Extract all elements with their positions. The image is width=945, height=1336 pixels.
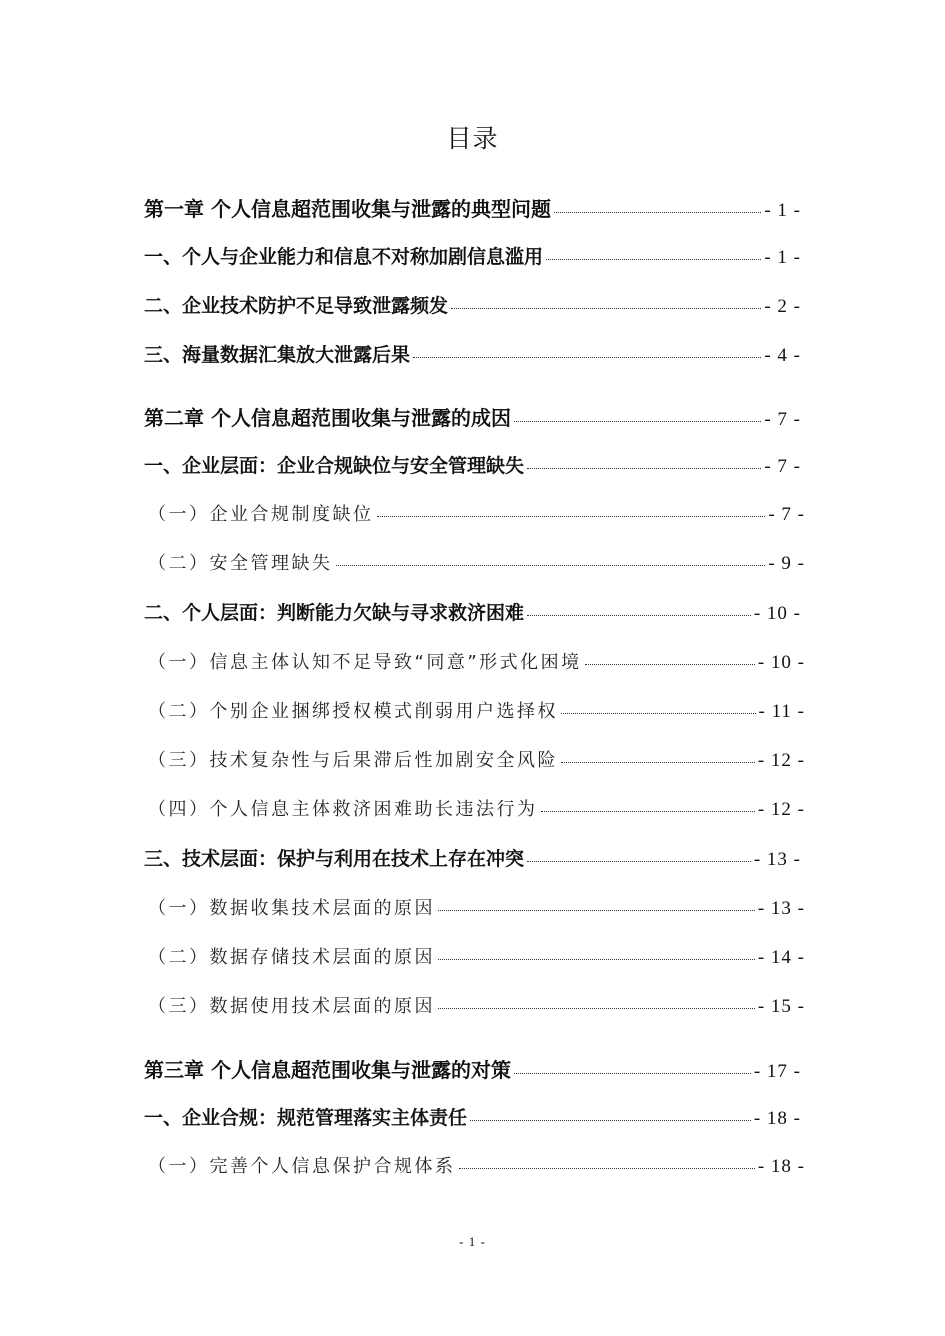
toc-entry-subsection[interactable] — [148, 795, 805, 825]
toc-entry-page: - 15 - — [757, 996, 805, 1017]
toc-entry-text: 一、企业合规：规范管理落实主体责任 — [144, 1107, 468, 1129]
toc-entry-text: 二、个人层面：判断能力欠缺与寻求救济困难 — [144, 602, 525, 624]
dot-leader — [413, 357, 761, 358]
toc-entry-page: - 18 - — [753, 1108, 801, 1129]
toc-entry-text: 第二章 个人信息超范围收集与泄露的成因 — [144, 406, 511, 430]
toc-entry-subsection[interactable] — [148, 992, 805, 1022]
dot-leader — [438, 959, 755, 960]
toc-entry-chapter-3[interactable] — [144, 1054, 801, 1084]
dot-leader — [546, 259, 761, 260]
toc-entry-section[interactable] — [144, 1103, 801, 1133]
toc-entry-section[interactable] — [144, 844, 801, 874]
toc-entry-text: 二、企业技术防护不足导致泄露频发 — [144, 295, 449, 317]
toc-entry-page: - 18 - — [757, 1156, 805, 1177]
toc-entry-page: - 12 - — [757, 750, 805, 771]
dot-leader — [377, 516, 766, 517]
toc-entry-section[interactable] — [144, 291, 801, 321]
toc-entry-page: - 7 - — [764, 409, 801, 430]
toc-entry-text: 一、企业层面：企业合规缺位与安全管理缺失 — [144, 455, 525, 477]
toc-entry-page: - 13 - — [757, 898, 805, 919]
toc-entry-page: - 14 - — [757, 947, 805, 968]
dot-leader — [527, 468, 761, 469]
dot-leader — [561, 713, 756, 714]
toc-entry-text: （二）安全管理缺失 — [148, 553, 333, 574]
dot-leader — [561, 762, 755, 763]
dot-leader — [554, 212, 761, 213]
toc-entry-page: - 2 - — [764, 296, 801, 317]
toc-entry-page: - 1 - — [764, 200, 801, 221]
toc-entry-chapter-2[interactable] — [144, 402, 801, 432]
toc-entry-text: （四）个人信息主体救济困难助长违法行为 — [148, 799, 538, 820]
toc-entry-text: （一）数据收集技术层面的原因 — [148, 898, 435, 919]
toc-entry-chapter-1[interactable] — [144, 193, 801, 223]
toc-entry-page: - 1 - — [764, 247, 801, 268]
dot-leader — [438, 1008, 755, 1009]
toc-entry-page: - 9 - — [768, 553, 805, 574]
toc-entry-subsection[interactable] — [148, 943, 805, 973]
dot-leader — [527, 615, 751, 616]
toc-entry-subsection[interactable] — [148, 746, 805, 776]
dot-leader — [514, 421, 761, 422]
toc-entry-text: （三）数据使用技术层面的原因 — [148, 996, 435, 1017]
toc-entry-text: 一、个人与企业能力和信息不对称加剧信息滥用 — [144, 246, 544, 268]
dot-leader — [527, 861, 751, 862]
toc-entry-subsection[interactable] — [148, 648, 805, 678]
dot-leader — [541, 811, 755, 812]
toc-entry-subsection[interactable] — [148, 549, 805, 579]
toc-entry-subsection[interactable] — [148, 1152, 805, 1182]
toc-entry-section[interactable] — [144, 340, 801, 370]
toc-entry-section[interactable] — [144, 598, 801, 628]
toc-entry-text: 三、海量数据汇集放大泄露后果 — [144, 344, 411, 366]
toc-entry-page: - 12 - — [757, 799, 805, 820]
toc-entry-subsection[interactable] — [148, 894, 805, 924]
toc-entry-text: （一）信息主体认知不足导致“同意”形式化困境 — [148, 652, 582, 673]
toc-entry-text: （一）完善个人信息保护合规体系 — [148, 1156, 456, 1177]
toc-entry-page: - 13 - — [753, 849, 801, 870]
toc-entry-text: （二）数据存储技术层面的原因 — [148, 947, 435, 968]
toc-entry-text: 三、技术层面：保护与利用在技术上存在冲突 — [144, 848, 525, 870]
dot-leader — [451, 308, 761, 309]
dot-leader — [438, 910, 755, 911]
toc-entry-page: - 10 - — [753, 603, 801, 624]
toc-entry-page: - 4 - — [764, 345, 801, 366]
toc-entry-page: - 17 - — [753, 1061, 801, 1082]
dot-leader — [336, 565, 766, 566]
toc-entry-text: 第一章 个人信息超范围收集与泄露的典型问题 — [144, 197, 551, 221]
toc-entry-page: - 7 - — [764, 456, 801, 477]
toc-entry-page: - 10 - — [757, 652, 805, 673]
page-number: - 1 - — [459, 1234, 486, 1249]
toc-entry-subsection[interactable] — [148, 500, 805, 530]
toc-entry-page: - 7 - — [768, 504, 805, 525]
toc-entry-text: （三）技术复杂性与后果滞后性加剧安全风险 — [148, 750, 558, 771]
dot-leader — [514, 1073, 751, 1074]
toc-entry-subsection[interactable] — [148, 697, 805, 727]
toc-entry-text: （一）企业合规制度缺位 — [148, 504, 374, 525]
toc-entry-section[interactable] — [144, 451, 801, 481]
toc-entry-text: 第三章 个人信息超范围收集与泄露的对策 — [144, 1058, 511, 1082]
dot-leader — [585, 664, 755, 665]
toc-title: 目录 — [446, 124, 499, 153]
toc-entry-page: - 11 - — [758, 701, 805, 722]
toc-entry-text: （二）个别企业捆绑授权模式削弱用户选择权 — [148, 701, 558, 722]
dot-leader — [459, 1168, 755, 1169]
toc-entry-section[interactable] — [144, 242, 801, 272]
dot-leader — [470, 1120, 751, 1121]
